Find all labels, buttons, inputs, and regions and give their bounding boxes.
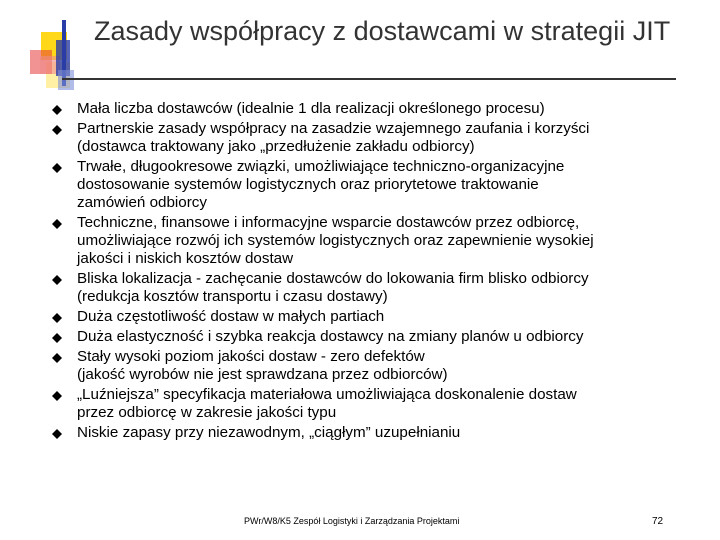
list-item [52,120,702,156]
diamond-bullet-icon [52,163,62,173]
list-item [52,158,702,212]
diamond-bullet-icon [52,353,62,363]
slide-footer [0,516,720,530]
diamond-bullet-icon [52,391,62,401]
list-item [52,100,702,118]
list-item [52,308,702,326]
diamond-bullet-icon [52,275,62,285]
footer-text: PWr/W8/K5 Zespół Logistyki i Zarządzania Projektami [244,516,460,526]
bullet-text: Niskie zapasy przy niezawodnym, „ciągłym” uzupełnianiu [77,424,461,441]
diamond-bullet-icon [52,219,62,229]
bullet-text: „Luźniejsza” specyfikacja materiałowa umożliwiająca doskonalenie dostaw przez odbiorcę w zakresie jakości typu [77,386,577,421]
list-item [52,424,702,442]
diamond-bullet-icon [52,429,62,439]
bullet-text: Partnerskie zasady współpracy na zasadzie wzajemnego zaufania i korzyści (dostawca traktowany jako „przedłużenie zakładu odbiorcy) [77,120,590,155]
bullet-text: Bliska lokalizacja - zachęcanie dostawców do lokowania firm blisko odbiorcy (redukcja kosztów transportu i czasu dostawy) [77,270,589,305]
diamond-bullet-icon [52,125,62,135]
title-underline [62,78,676,80]
list-item [52,270,702,306]
list-item [52,348,702,384]
bullet-text: Duża częstotliwość dostaw w małych partiach [77,308,385,325]
page-number: 72 [652,516,664,527]
diamond-bullet-icon [52,313,62,323]
list-item [52,386,702,422]
title-color-blocks-decoration [0,0,90,100]
diamond-bullet-icon [52,333,62,343]
bullet-list [52,100,702,444]
slide-title: Zasady współpracy z dostawcami w strategii JIT [94,16,671,46]
bullet-text: Techniczne, finansowe i informacyjne wsparcie dostawców przez odbiorcę, umożliwiające rozwój ich systemów logistycznych oraz zapewnienie wysokiej jakości i niskich kosztów dostaw [77,214,594,267]
list-item [52,214,702,268]
bullet-text: Trwałe, długookresowe związki, umożliwiające techniczno-organizacyjne dostosowanie systemów logistycznych oraz priorytetowe traktowanie zamówień odbiorcy [77,158,565,211]
bullet-text: Duża elastyczność i szybka reakcja dostawcy na zmiany planów u odbiorcy [77,328,584,345]
list-item [52,328,702,346]
bullet-text: Stały wysoki poziom jakości dostaw - zero defektów (jakość wyrobów nie jest sprawdzana przez odbiorców) [77,348,448,383]
diamond-bullet-icon [52,105,62,115]
bullet-text: Mała liczba dostawców (idealnie 1 dla realizacji określonego procesu) [77,100,545,117]
